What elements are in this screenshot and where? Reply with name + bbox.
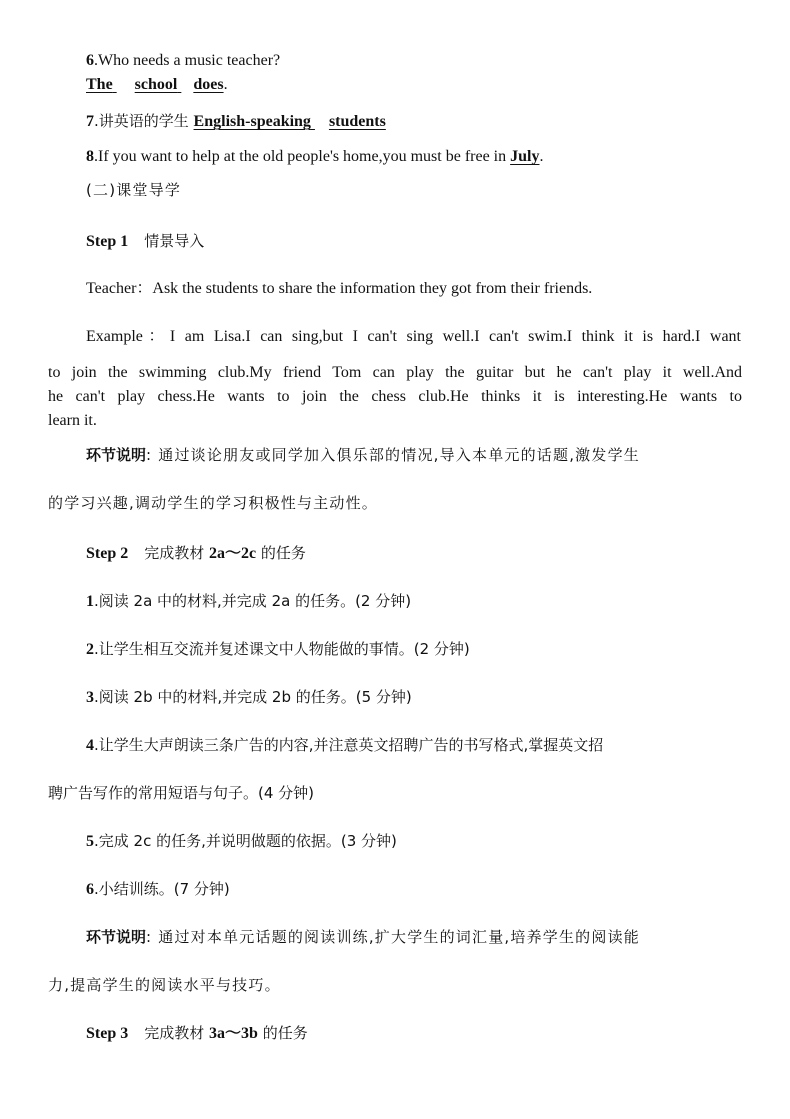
answer-word: does	[193, 76, 224, 93]
example-line-4: learn it.	[48, 412, 97, 429]
task-text: .完成 2c 的任务,并说明做题的依据。(3 分钟)	[94, 832, 397, 850]
example-line-1: Example：I am Lisa.I can sing,but I can't sing well.I can't swim.I think it is hard.I want	[86, 328, 741, 345]
step-title-range: 3a～3b	[209, 1025, 258, 1042]
example-line-3: he can't play chess.He wants to join the chess club.He thinks it is interesting.He wants to	[48, 388, 742, 405]
step-label: Step 3	[86, 1025, 129, 1042]
task-text: .让学生相互交流并复述课文中人物能做的事情。(2 分钟)	[94, 640, 470, 658]
task-number: 2	[86, 641, 94, 658]
step-label: Step 2	[86, 545, 129, 562]
answer-underline-gap	[311, 111, 329, 133]
step-1-heading	[86, 230, 204, 253]
task-item-5	[86, 830, 397, 853]
task-item-2	[86, 638, 470, 661]
answer-word: students	[328, 113, 386, 130]
task-number: 3	[86, 689, 94, 706]
answer-underline-gap	[113, 74, 135, 96]
task-number: 5	[86, 833, 94, 850]
task-number: 1	[86, 593, 94, 610]
note-2-line-1	[86, 926, 640, 948]
answer-word: school	[134, 76, 178, 93]
task-item-4-continued: 聘广告写作的常用短语与句子。(4 分钟)	[48, 784, 315, 802]
task-item-1	[86, 590, 411, 613]
question-text: .Who needs a music teacher?	[94, 52, 281, 69]
question-number: 6	[86, 52, 94, 69]
answer-word: July	[510, 148, 540, 165]
task-item-4	[86, 734, 603, 757]
note-label: 环节说明	[86, 928, 147, 946]
task-item-6	[86, 878, 230, 901]
section-heading: (二)课堂导学	[86, 181, 182, 199]
question-8	[86, 146, 543, 168]
answer-6	[86, 74, 228, 96]
question-text: .If you want to help at the old people's home,you must be free in	[94, 148, 511, 165]
task-text: .阅读 2a 中的材料,并完成 2a 的任务。(2 分钟)	[94, 592, 412, 610]
step-title-range: 2a～2c	[209, 545, 257, 562]
task-text: .阅读 2b 中的材料,并完成 2b 的任务。(5 分钟)	[94, 688, 412, 706]
step-title-part: 完成教材	[144, 544, 210, 562]
note-text: : 通过对本单元话题的阅读训练,扩大学生的词汇量,培养学生的阅读能	[146, 928, 640, 946]
question-number: 7	[86, 113, 94, 130]
question-text: .讲英语的学生	[94, 112, 194, 130]
step-title-part: 的任务	[256, 544, 306, 562]
step-3-heading	[86, 1022, 308, 1045]
note-1-line-1	[86, 444, 640, 466]
task-item-3	[86, 686, 412, 709]
note-2-line-2: 力,提高学生的阅读水平与技巧。	[48, 976, 281, 994]
step-2-heading	[86, 542, 306, 565]
answer-word: English-speaking	[193, 113, 311, 130]
example-line-2: to join the swimming club.My friend Tom can play the guitar but he can't play it well.And	[48, 364, 742, 381]
step-title-part: 完成教材	[144, 1024, 210, 1042]
teacher-instruction: Teacher：Ask the students to share the information they got from their friends.	[86, 280, 593, 297]
task-text: .让学生大声朗读三条广告的内容,并注意英文招聘广告的书写格式,掌握英文招	[94, 736, 604, 754]
note-label: 环节说明	[86, 446, 147, 464]
step-title: 情景导入	[144, 232, 205, 250]
question-number: 8	[86, 148, 94, 165]
answer-word: The	[86, 76, 113, 93]
task-text: .小结训练。(7 分钟)	[94, 880, 230, 898]
answer-underline-gap	[177, 74, 193, 96]
task-number: 6	[86, 881, 94, 898]
step-title-part: 的任务	[257, 1024, 308, 1042]
answer-end: .	[539, 148, 544, 165]
answer-end: .	[223, 76, 228, 93]
step-label: Step 1	[86, 233, 129, 250]
question-7	[86, 110, 386, 133]
note-1-line-2: 的学习兴趣,调动学生的学习积极性与主动性。	[48, 494, 378, 512]
note-text: : 通过谈论朋友或同学加入俱乐部的情况,导入本单元的话题,激发学生	[146, 446, 640, 464]
task-number: 4	[86, 737, 94, 754]
question-6	[86, 50, 280, 72]
